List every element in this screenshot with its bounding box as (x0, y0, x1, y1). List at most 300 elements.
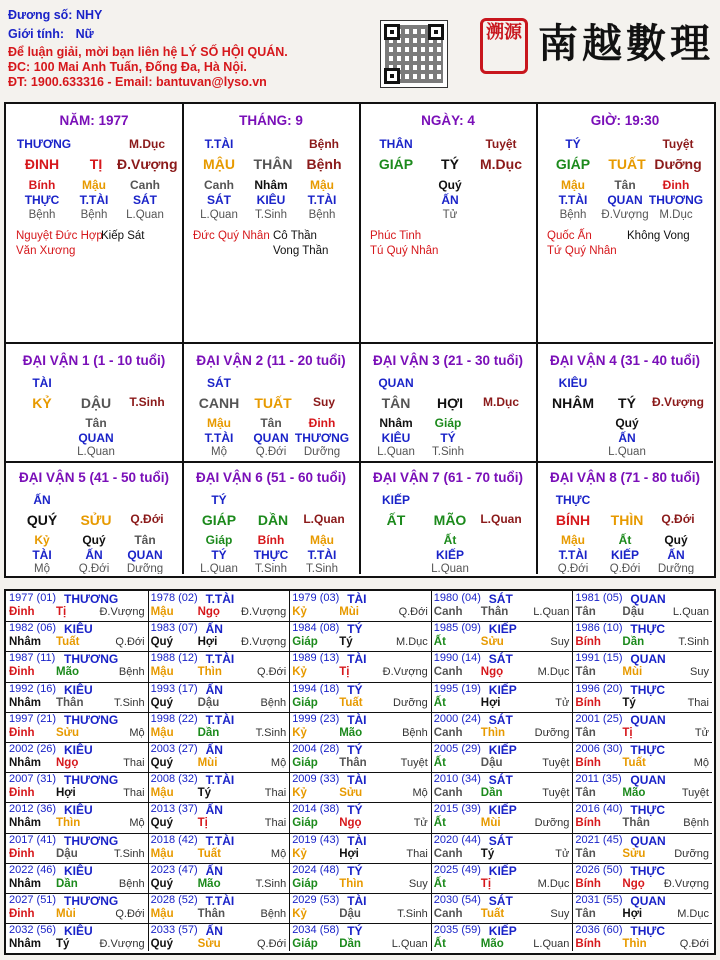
pillar-cell: Canh (204, 178, 234, 192)
year-label: 2017 (41) (9, 833, 57, 846)
dai-van-row (6, 548, 182, 563)
year-phase: Thai (687, 696, 709, 709)
dai-van-stem-branch: L.Quan (303, 512, 345, 526)
pillar-row (6, 137, 182, 152)
year-branch: Tuất (339, 696, 363, 709)
dai-van-row (537, 563, 713, 574)
year-label: 2014 (38) (292, 803, 340, 816)
pillar-row (183, 193, 359, 208)
dai-van-hidden: L.Quan (77, 446, 115, 458)
dai-van-row (183, 376, 359, 391)
year-label: 1983 (07) (150, 622, 198, 635)
year-cell (148, 833, 291, 864)
year-phase: M.Dục (677, 908, 709, 920)
dai-van-stem-branch: HỢI (437, 395, 463, 411)
pillar-cell: Tuyệt (662, 137, 694, 151)
year-branch: Sửu (622, 847, 646, 860)
pillar-cell: SÁT (207, 193, 231, 207)
dai-van-hidden: Mộ (34, 563, 50, 574)
pillar-cell: Bệnh (308, 209, 336, 221)
year-phase: Dưỡng (534, 817, 570, 830)
year-branch: Tý (339, 636, 353, 649)
dai-van-row (183, 533, 359, 548)
year-stem: Ất (433, 636, 446, 649)
shen-sha-note: Tú Quý Nhân (370, 245, 439, 257)
year-label: 1989 (13) (292, 652, 340, 665)
pillar-row (183, 156, 359, 171)
year-branch: Thân (197, 908, 226, 920)
year-ten-god: QUAN (630, 894, 666, 908)
year-label: 2031 (55) (575, 894, 623, 906)
year-phase: Tử (555, 847, 570, 860)
year-phase: L.Quan (391, 938, 428, 951)
year-branch: Tý (56, 938, 70, 951)
year-label: 2012 (36) (9, 803, 57, 816)
year-phase: Thai (123, 787, 145, 800)
year-label: 2034 (58) (292, 924, 340, 937)
year-branch: Tuất (622, 757, 646, 769)
year-cell (289, 621, 432, 652)
pillar-cell: TÝ (565, 137, 581, 151)
dai-van-row (537, 512, 713, 527)
year-label: 1987 (11) (9, 652, 56, 665)
dai-van-stem-branch: BÍNH (555, 512, 591, 528)
year-label: 2004 (28) (292, 743, 340, 755)
year-cell (289, 923, 432, 951)
year-branch: Thân (56, 696, 84, 709)
year-branch: Tị (197, 817, 208, 830)
pillar-row (360, 193, 536, 208)
year-cell (289, 833, 432, 864)
year-ten-god: ẤN (205, 682, 223, 697)
year-cell (572, 893, 712, 924)
dai-van-hidden: T.Sinh (255, 563, 287, 574)
year-cell (289, 651, 432, 682)
dai-van-row (183, 395, 359, 410)
year-cell (6, 863, 149, 894)
year-phase: T.Sinh (678, 636, 709, 649)
dai-van-hidden: Quý (664, 533, 688, 547)
dai-van-hidden: L.Quan (608, 446, 646, 458)
dai-van-hidden: THỰC (253, 548, 289, 562)
year-stem: Ất (433, 938, 446, 951)
year-stem: Mậu (150, 847, 174, 860)
year-stem: Bính (575, 938, 601, 951)
year-label: 2033 (57) (150, 924, 198, 937)
pillar-2 (183, 104, 361, 344)
year-stem: Đinh (9, 908, 35, 920)
pillar-3 (360, 104, 538, 344)
year-stem: Tân (575, 908, 596, 920)
dai-van-row (6, 512, 182, 527)
year-cell (148, 742, 291, 773)
dai-van-hidden: L.Quan (431, 563, 469, 574)
dai-van-title: ĐẠI VẬN 6 (51 - 60 tuổi) (195, 470, 347, 485)
year-phase: Bệnh (683, 817, 709, 830)
dai-van-stem-branch: CANH (198, 395, 240, 411)
year-ten-god: THƯƠNG (64, 833, 119, 848)
year-label: 2027 (51) (9, 894, 57, 906)
year-branch: Ngọ (622, 877, 645, 890)
pillar-cell: Đ.Vượng (117, 156, 178, 172)
shen-sha-note: Tứ Quý Nhân (547, 245, 617, 257)
year-ten-god: SÁT (488, 773, 513, 788)
pillar-cell: Đ.Vượng (601, 209, 649, 221)
year-label: 2023 (47) (150, 863, 198, 876)
year-ten-god: T.TÀI (205, 833, 235, 848)
dai-van-hidden: ẤN (667, 548, 685, 562)
year-stem: Ất (433, 877, 446, 890)
year-branch: Dần (622, 636, 645, 649)
year-branch: Thân (622, 817, 650, 830)
year-branch: Thìn (480, 726, 506, 739)
year-branch: Mão (197, 877, 221, 890)
pillar-row (183, 178, 359, 193)
year-branch: Dậu (56, 847, 78, 860)
year-stem: Tân (575, 726, 596, 739)
year-stem: Canh (433, 787, 463, 800)
year-ten-god: THƯƠNG (64, 894, 119, 908)
year-branch: Tị (56, 606, 67, 618)
owner-value: NHY (75, 8, 103, 22)
year-cell (431, 802, 574, 833)
year-label: 1996 (20) (575, 682, 623, 695)
pillar-cell: T.TÀI (558, 193, 588, 207)
dai-van-stem-branch: M.Dục (483, 395, 519, 409)
year-cell (148, 591, 291, 622)
year-stem: Đinh (9, 847, 35, 860)
year-ten-god: ẤN (205, 743, 223, 757)
dai-van-row (6, 493, 182, 508)
year-branch: Thân (339, 757, 367, 769)
year-branch: Mão (339, 726, 363, 739)
dai-van-hidden: L.Quan (377, 446, 415, 458)
pillar-row (183, 209, 359, 224)
year-phase: Suy (408, 877, 428, 890)
year-phase: Q.Đới (115, 636, 145, 649)
dai-van-stem-branch: KỶ (32, 395, 52, 411)
year-stem: Nhâm (9, 877, 41, 890)
year-phase: Mộ (129, 726, 145, 739)
year-label: 2003 (27) (150, 743, 198, 755)
dai-van-row (360, 376, 536, 391)
dai-van-row (183, 493, 359, 508)
year-label: 2026 (50) (575, 863, 623, 876)
year-stem: Canh (433, 606, 463, 618)
year-branch: Thân (480, 606, 509, 618)
year-cell (431, 682, 574, 713)
year-branch: Mùi (56, 908, 76, 920)
year-stem: Tân (575, 847, 596, 860)
pillar-cell: Dưỡng (654, 156, 702, 172)
year-branch: Mùi (480, 817, 501, 830)
year-phase: Thai (123, 757, 145, 769)
year-branch: Mùi (339, 606, 359, 618)
year-phase: Mộ (693, 757, 709, 769)
year-stem: Nhâm (9, 757, 41, 769)
dai-van-row (360, 493, 536, 508)
pillar-cell: Tuyệt (485, 137, 517, 151)
year-stem: Kỷ (292, 666, 307, 679)
year-label: 1978 (02) (150, 592, 198, 604)
ten-god: SÁT (207, 376, 231, 390)
dai-van-hidden: Ất (443, 533, 457, 547)
year-stem: Bính (575, 817, 601, 830)
dai-van-row (360, 446, 536, 461)
dai-van-hidden: KIÊU (381, 431, 411, 445)
pillar-cell: T.TÀI (79, 193, 109, 207)
year-label: 1985 (09) (433, 622, 481, 635)
year-label: 2013 (37) (150, 803, 198, 816)
year-cell (6, 802, 149, 833)
dai-van-hidden: Kỷ (34, 533, 50, 547)
dai-van-hidden: Bính (257, 533, 285, 547)
year-label: 1990 (14) (433, 652, 481, 665)
year-phase: M.Dục (396, 636, 428, 649)
year-branch: Mão (622, 787, 646, 800)
dai-van-row (360, 395, 536, 410)
year-phase: Tử (555, 696, 570, 709)
year-branch: Dậu (480, 757, 503, 769)
year-label: 2007 (31) (9, 773, 57, 786)
dai-van-hidden: KIẾP (610, 548, 639, 562)
year-ten-god: THƯƠNG (64, 773, 119, 788)
year-phase: Đ.Vượng (241, 636, 287, 649)
year-branch: Thìn (197, 666, 222, 679)
pillar-cell: TUẤT (608, 156, 646, 172)
dai-van-row (360, 431, 536, 446)
shen-sha-note: Văn Xương (16, 245, 76, 257)
dai-van-hidden: ẤN (618, 431, 636, 445)
year-ten-god: ẤN (205, 622, 223, 637)
dai-van-hidden: TÀI (32, 548, 52, 562)
year-branch: Hợi (56, 787, 76, 800)
pillar-cell: L.Quan (126, 209, 164, 221)
pillar-cell: Đinh (662, 178, 690, 192)
year-cell (289, 712, 432, 743)
dai-van-title: ĐẠI VẬN 5 (41 - 50 tuổi) (18, 470, 170, 485)
year-label: 1998 (22) (150, 712, 198, 725)
pillar-cell: GIÁP (378, 156, 414, 172)
year-phase: Dưỡng (393, 696, 428, 709)
phone-email-line: ĐT: 1900.633316 - Email: bantuvan@lyso.vn (8, 75, 267, 89)
dai-van-stem-branch: Q.Đới (661, 512, 695, 526)
year-label: 2024 (48) (292, 863, 340, 876)
year-phase: Đ.Vượng (99, 938, 145, 951)
dai-van-row (537, 395, 713, 410)
year-phase: Bệnh (118, 877, 145, 890)
year-cell (6, 742, 149, 773)
pillar-cell: Mậu (561, 178, 585, 192)
year-label: 2016 (40) (575, 803, 623, 816)
year-ten-god: THƯƠNG (64, 592, 119, 606)
year-branch: Dậu (339, 908, 361, 920)
year-phase: L.Quan (533, 606, 570, 618)
year-cell (148, 651, 291, 682)
pillar-cell: THƯƠNG (648, 193, 704, 207)
dai-van-hidden: Tân (85, 416, 107, 430)
year-branch: Tý (622, 696, 636, 709)
pillar-cell: M.Dục (659, 209, 693, 221)
year-cell (289, 893, 432, 924)
pillar-row (537, 156, 713, 171)
year-label: 2030 (54) (433, 894, 481, 906)
pillar-title: NĂM: 1977 (59, 113, 129, 128)
year-label: 2006 (30) (575, 743, 623, 755)
year-stem: Đinh (9, 606, 35, 618)
dai-van-hidden: TÝ (211, 548, 227, 562)
year-branch: Tuất (197, 847, 222, 860)
dai-van-hidden: Q.Đới (609, 563, 641, 574)
dai-van-hidden: Mộ (211, 446, 227, 458)
year-stem: Đinh (9, 726, 35, 739)
year-ten-god: SÁT (488, 592, 513, 606)
year-phase: Q.Đới (256, 938, 287, 951)
year-phase: Bệnh (260, 908, 287, 920)
year-cell (431, 742, 574, 773)
dai-van-row (537, 416, 713, 431)
year-ten-god: TÝ (347, 924, 363, 939)
year-branch: Tuất (56, 636, 80, 649)
dai-van-stem-branch: GIÁP (201, 512, 237, 528)
dai-van-1 (6, 344, 184, 463)
year-stem: Giáp (292, 877, 318, 890)
dai-van-hidden: Dưỡng (126, 563, 164, 574)
year-ten-god: SÁT (488, 894, 513, 908)
pillar-row (6, 193, 182, 208)
pillar-cell: M.Dục (129, 137, 165, 151)
year-stem: Quý (150, 938, 173, 951)
year-stem: Quý (150, 636, 173, 649)
year-phase: T.Sinh (114, 847, 145, 860)
pillar-cell: THƯƠNG (16, 137, 72, 151)
year-phase: Mộ (412, 787, 428, 800)
qr-code-icon (380, 20, 448, 88)
pillar-cell: THỰC (24, 193, 60, 207)
dai-van-hidden: T.Sinh (432, 446, 464, 458)
shen-sha-note: Vong Thần (273, 245, 329, 257)
year-label: 2020 (44) (433, 833, 481, 846)
ten-god: ẤN (33, 493, 51, 507)
year-stem: Mậu (150, 787, 174, 800)
year-stem: Nhâm (9, 696, 41, 709)
dai-van-stem-branch: DẦN (257, 512, 289, 528)
dai-van-row (360, 548, 536, 563)
pillar-cell: QUAN (607, 193, 643, 207)
dai-van-hidden: Dưỡng (657, 563, 695, 574)
year-phase: T.Sinh (255, 726, 287, 739)
pillar-row (360, 156, 536, 171)
shen-sha-note: Nguyệt Đức Hợp (16, 230, 103, 242)
year-cell (6, 712, 149, 743)
year-branch: Tý (480, 847, 495, 860)
year-cell (148, 863, 291, 894)
year-ten-god: TÀI (347, 833, 367, 848)
year-stem: Quý (150, 817, 173, 830)
year-stem: Ất (433, 757, 446, 769)
dai-van-row (6, 446, 182, 461)
pillar-row (537, 209, 713, 224)
year-stem: Đinh (9, 787, 35, 800)
gender-label: Giới tính: (8, 27, 65, 41)
dai-van-hidden: T.TÀI (307, 548, 337, 562)
dai-van-hidden: KIẾP (435, 548, 464, 562)
year-ten-god: KIÊU (64, 803, 93, 818)
year-stem: Canh (433, 726, 463, 739)
dai-van-stem-branch: DẬU (80, 395, 112, 411)
year-cell (572, 682, 712, 713)
year-ten-god: KIẾP (488, 682, 517, 697)
dai-van-stem-branch: MÃO (433, 512, 467, 528)
dai-van-stem-branch: TÝ (618, 395, 636, 411)
year-ten-god: THỰC (630, 924, 666, 939)
year-cell (572, 591, 712, 622)
year-branch: Mão (480, 938, 504, 951)
year-branch: Thìn (622, 938, 647, 951)
pillar-cell: L.Quan (200, 209, 238, 221)
year-branch: Ngọ (56, 757, 79, 769)
dai-van-hidden: Mậu (561, 533, 585, 547)
year-label: 2009 (33) (292, 773, 340, 786)
year-stem: Tân (575, 606, 596, 618)
year-cell (289, 742, 432, 773)
year-ten-god: QUAN (630, 652, 666, 667)
year-ten-god: KIÊU (64, 743, 93, 757)
year-phase: Đ.Vượng (663, 877, 709, 890)
dai-van-stem-branch: T.Sinh (129, 395, 165, 409)
year-ten-god: KIÊU (64, 622, 93, 637)
dai-van-stem-branch: NHÂM (552, 395, 594, 411)
year-stem: Giáp (292, 817, 318, 830)
ten-god: QUAN (378, 376, 414, 390)
dai-van-row (183, 446, 359, 461)
year-cell (289, 772, 432, 803)
year-phase: Tử (694, 726, 709, 739)
dai-van-row (537, 548, 713, 563)
year-label: 1993 (17) (150, 682, 198, 695)
year-phase: Bệnh (402, 726, 428, 739)
year-label: 1982 (06) (9, 622, 57, 635)
year-branch: Mùi (622, 666, 643, 679)
year-phase: Suy (690, 666, 709, 679)
year-branch: Tị (480, 877, 492, 890)
year-branch: Tý (197, 787, 212, 800)
year-cell (431, 712, 574, 743)
dai-van-row (183, 431, 359, 446)
year-ten-god: TÝ (347, 743, 363, 757)
year-ten-god: T.TÀI (205, 592, 235, 606)
year-ten-god: THƯƠNG (64, 712, 119, 727)
year-phase: Q.Đới (679, 938, 709, 951)
year-stem: Quý (150, 877, 173, 890)
year-phase: Mộ (129, 817, 145, 830)
dai-van-hidden: Q.Đới (78, 563, 110, 574)
pillar-cell: Bệnh (28, 209, 56, 221)
year-ten-god: SÁT (488, 712, 513, 727)
dai-van-6 (183, 461, 361, 574)
year-label: 2032 (56) (9, 924, 57, 937)
dai-van-row (537, 431, 713, 446)
dai-van-title: ĐẠI VẬN 4 (31 - 40 tuổi) (549, 353, 701, 368)
year-label: 2019 (43) (292, 833, 340, 846)
year-phase: T.Sinh (397, 908, 428, 920)
year-phase: Tuyệt (681, 787, 709, 800)
year-phase: Tuyệt (542, 787, 570, 800)
dai-van-row (183, 548, 359, 563)
dai-van-row (6, 563, 182, 574)
year-branch: Ngọ (339, 817, 362, 830)
dai-van-stem-branch: TÂN (381, 395, 411, 411)
